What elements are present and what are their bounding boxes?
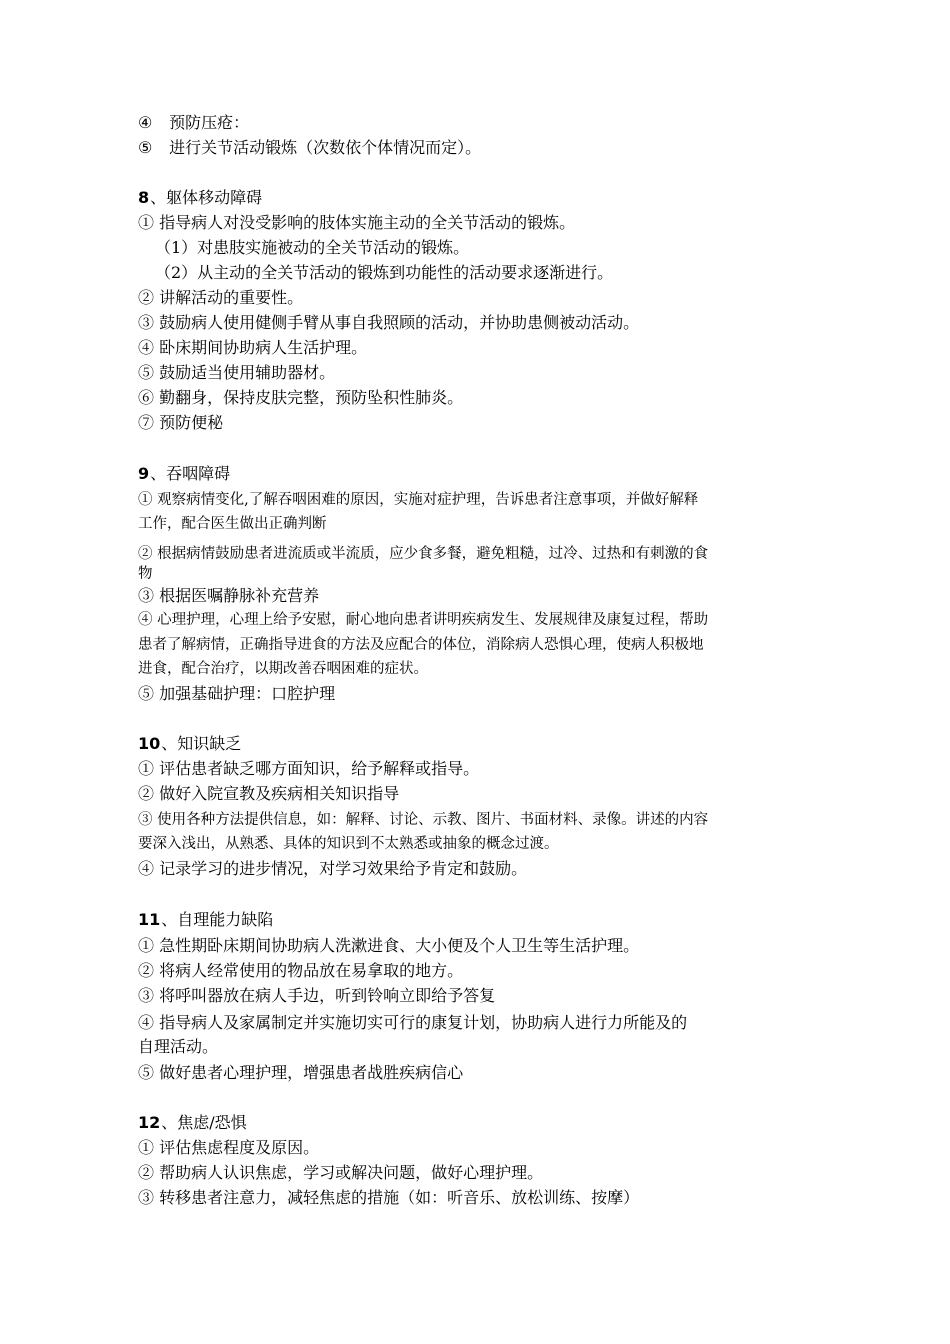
list-item-continued: 患者了解病情，正确指导进食的方法及应配合的体位，消除病人恐惧心理，使病人积极地 [138, 637, 704, 653]
section-heading [138, 187, 828, 209]
list-item: ⑤ 做好患者心理护理，增强患者战胜疾病信心 [138, 1063, 464, 1082]
list-subitem: （2）从主动的全关节活动的锻炼到功能性的活动要求逐渐进行。 [155, 263, 614, 282]
list-item: ① 指导病人对没受影响的肢体实施主动的全关节活动的锻炼。 [138, 213, 576, 232]
list-item: ➁ 将病人经常使用的物品放在易拿取的地方。 [138, 961, 464, 980]
list-item: ① 评估焦虑程度及原因。 [138, 1138, 320, 1157]
list-item [138, 137, 828, 159]
list-item: ⑥ 勤翻身，保持皮肤完整，预防坠积性肺炎。 [138, 388, 464, 407]
list-item: ④ 记录学习的进步情况，对学习效果给予肯定和鼓励。 [138, 859, 528, 878]
list-item: ➂ 将呼叫器放在病人手边，听到铃响立即给予答复 [138, 986, 496, 1005]
section-number: 8 [138, 188, 150, 207]
list-item: ① 观察病情变化,了解吞咽困难的原因，实施对症护理，告诉患者注意事项，并做好解释 [138, 492, 699, 508]
list-item: ① 评估患者缺乏哪方面知识，给予解释或指导。 [138, 759, 480, 778]
section-heading [138, 463, 828, 485]
section-heading [138, 733, 828, 755]
section-number: 12 [138, 1113, 161, 1132]
list-item-continued: 物 [138, 566, 153, 582]
section-number: 10 [138, 734, 161, 753]
list-text: 预防压疮： [164, 113, 250, 132]
section-heading [138, 909, 828, 931]
list-item-continued: 自理活动。 [138, 1037, 219, 1056]
section-number: 11 [138, 910, 161, 929]
list-marker: ④ [138, 113, 153, 132]
list-item: ② 根据病情鼓励患者进流质或半流质，应少食多餐，避免粗糙，过冷、过热和有刺激的食 [138, 546, 709, 562]
section-title: 、焦虑/恐惧 [161, 1113, 247, 1132]
list-item: ⑦ 预防便秘 [138, 413, 224, 432]
list-item: ② 做好入院宣教及疾病相关知识指导 [138, 784, 400, 803]
section-title: 、吞咽障碍 [150, 464, 231, 483]
list-item: ② 讲解活动的重要性。 [138, 288, 304, 307]
list-item: ➀ 急性期卧床期间协助病人洗漱进食、大小便及个人卫生等生活护理。 [138, 936, 640, 955]
list-item-continued: 要深入浅出，从熟悉、具体的知识到不太熟悉或抽象的概念过渡。 [138, 836, 559, 852]
list-item-continued: 工作，配合医生做出正确判断 [138, 516, 327, 532]
section-title: 、躯体移动障碍 [150, 188, 263, 207]
section-title: 、自理能力缺陷 [161, 910, 274, 929]
list-item: ③ 转移患者注意力，减轻焦虑的措施（如：听音乐、放松训练、按摩） [138, 1188, 640, 1207]
list-subitem: （1）对患肢实施被动的全关节活动的锻炼。 [155, 238, 470, 257]
list-item-continued: 进食，配合治疗，以期改善吞咽困难的症状。 [138, 661, 428, 677]
list-item [138, 112, 828, 134]
list-item: ③ 使用各种方法提供信息，如：解释、讨论、示教、图片、书面材料、录像。讲述的内容 [138, 812, 709, 828]
list-marker: ⑤ [138, 138, 153, 157]
list-item: ④ 卧床期间协助病人生活护理。 [138, 338, 368, 357]
list-item: ③ 鼓励病人使用健侧手臂从事自我照顾的活动，并协助患侧被动活动。 [138, 313, 640, 332]
list-item: ② 帮助病人认识焦虑，学习或解决问题，做好心理护理。 [138, 1163, 544, 1182]
list-item: ④ 心理护理，心理上给予安慰，耐心地向患者讲明疾病发生、发展规律及康复过程，帮助 [138, 612, 709, 628]
list-item: ➃ 指导病人及家属制定并实施切实可行的康复计划，协助病人进行力所能及的 [138, 1013, 688, 1032]
section-title: 、知识缺乏 [161, 734, 242, 753]
list-item: ③ 根据医嘱静脉补充营养 [138, 586, 320, 605]
list-item: ⑤ 加强基础护理：口腔护理 [138, 684, 336, 703]
section-number: 9 [138, 464, 150, 483]
list-text: 进行关节活动锻炼（次数依个体情况而定）。 [164, 138, 482, 157]
list-item: ⑤ 鼓励适当使用辅助器材。 [138, 363, 336, 382]
section-heading [138, 1112, 828, 1134]
